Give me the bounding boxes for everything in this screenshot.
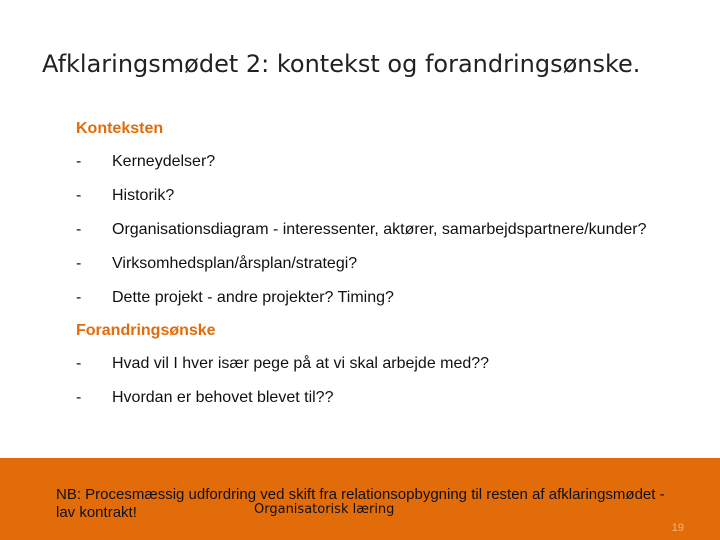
footer-bar [0, 458, 720, 540]
list-item [76, 220, 676, 240]
list-item-text: Dette projekt - andre projekter? Timing? [112, 289, 394, 306]
footer-brand: Organisatorisk læring [254, 502, 395, 517]
bullet-dash: - [76, 289, 82, 306]
bullet-dash: - [76, 221, 82, 238]
bullet-dash: - [76, 355, 82, 372]
slide-content [76, 120, 676, 422]
list-item-text: Hvordan er behovet blevet til?? [112, 389, 334, 406]
list-item-text: Virksomhedsplan/årsplan/strategi? [112, 255, 358, 272]
page-number: 19 [671, 522, 684, 534]
list-item [76, 254, 676, 274]
section-heading-forandringsonske: Forandringsønske [76, 322, 216, 339]
list-item [76, 354, 676, 374]
bullet-dash: - [76, 389, 82, 406]
list-item [76, 288, 676, 308]
bullet-dash: - [76, 187, 82, 204]
list-item [76, 186, 676, 206]
list-item [76, 388, 676, 408]
bullet-dash: - [76, 255, 82, 272]
list-item [76, 152, 676, 172]
list-item-text: Hvad vil I hver især pege på at vi skal arbejde med?? [112, 355, 490, 372]
list-item-text: Kerneydelser? [112, 153, 216, 170]
bullet-dash: - [76, 153, 82, 170]
section-heading-konteksten: Konteksten [76, 120, 164, 137]
list-item-text: Historik? [112, 187, 175, 204]
slide-title: Afklaringsmødet 2: kontekst og forandringsønske. [42, 50, 641, 78]
footer-note: NB: Procesmæssig udfordring ved skift fra relationsopbygning til resten af afklaringsmødet - lav kontrakt! [56, 486, 665, 521]
list-item-text: Organisationsdiagram - interessenter, aktører, samarbejdspartnere/kunder? [112, 221, 647, 238]
